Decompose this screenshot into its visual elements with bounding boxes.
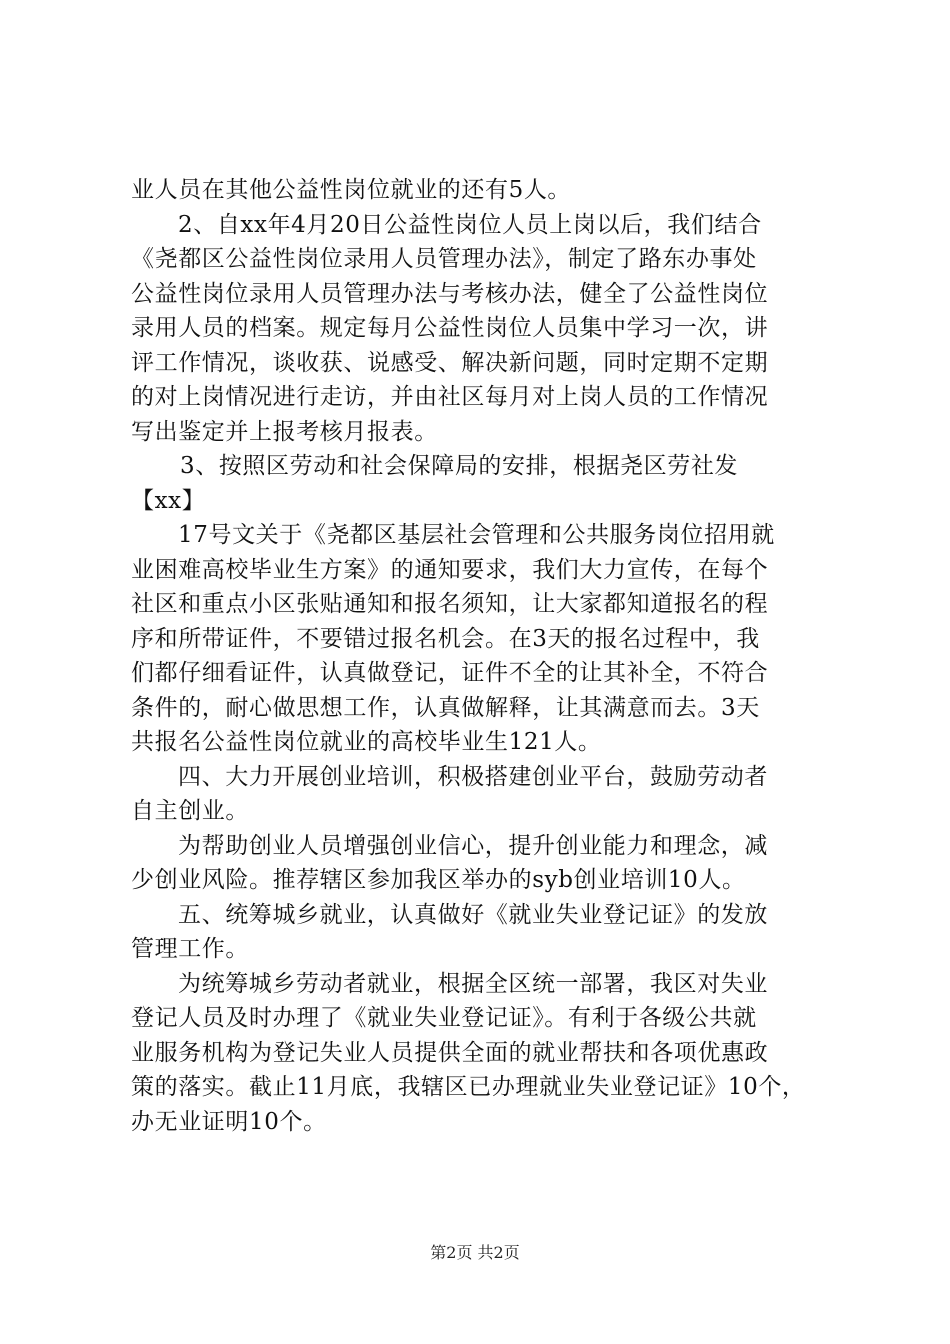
text-line: 办无业证明10个。	[131, 1108, 327, 1135]
text-line: 社区和重点小区张贴通知和报名须知，让大家都知道报名的程	[131, 591, 769, 617]
text-line: 序和所带证件，不要错过报名机会。在3天的报名过程中，我	[131, 625, 760, 652]
text-line: 3、按照区劳动和社会保障局的安排，根据尧区劳社发	[180, 453, 739, 479]
text-line: 自主创业。	[131, 798, 249, 824]
text-line: 公益性岗位录用人员管理办法与考核办法，健全了公益性岗位	[131, 280, 769, 307]
text-line: 业困难高校毕业生方案》的通知要求，我们大力宣传，在每个	[131, 556, 769, 583]
text-line: 写出鉴定并上报考核月报表。	[131, 418, 438, 445]
text-line: 《尧都区公益性岗位录用人员管理办法》，制定了路东办事处	[131, 246, 757, 272]
text-line: 评工作情况，谈收获、说感受、解决新问题，同时定期不定期	[131, 349, 769, 376]
text-line: 少创业风险。推荐辖区参加我区举办的syb创业培训10人。	[131, 867, 746, 893]
text-line: 为统筹城乡劳动者就业，根据全区统一部署，我区对失业	[178, 970, 768, 997]
document-body	[131, 173, 831, 1139]
text-line: 共报名公益性岗位就业的高校毕业生121人。	[131, 729, 602, 755]
text-line: 为帮助创业人员增强创业信心，提升创业能力和理念，减	[178, 832, 768, 859]
text-line: 【xx】	[131, 487, 206, 514]
text-line: 策的落实。截止11月底，我辖区已办理就业失业登记证》10个，	[131, 1074, 806, 1100]
text-line: 的对上岗情况进行走访，并由社区每月对上岗人员的工作情况	[131, 384, 769, 410]
page-number-footer: 第2页 共2页	[430, 1243, 520, 1262]
text-line: 17号文关于《尧都区基层社会管理和公共服务岗位招用就	[178, 522, 775, 548]
text-line: 五、统筹城乡就业，认真做好《就业失业登记证》的发放	[178, 901, 768, 928]
text-line: 登记人员及时办理了《就业失业登记证》。有利于各级公共就	[131, 1005, 757, 1031]
text-line: 2、自xx年4月20日公益性岗位人员上岗以后，我们结合	[178, 211, 762, 238]
text-line: 业人员在其他公益性岗位就业的还有5人。	[131, 177, 572, 203]
text-line: 业服务机构为登记失业人员提供全面的就业帮扶和各项优惠政	[131, 1039, 769, 1066]
text-line: 管理工作。	[131, 936, 249, 962]
text-line: 四、大力开展创业培训，积极搭建创业平台，鼓励劳动者	[178, 763, 768, 790]
text-line: 条件的，耐心做思想工作，认真做解释，让其满意而去。3天	[131, 694, 760, 721]
text-line: 们都仔细看证件，认真做登记，证件不全的让其补全，不符合	[131, 660, 769, 686]
text-line: 录用人员的档案。规定每月公益性岗位人员集中学习一次，讲	[131, 315, 769, 341]
